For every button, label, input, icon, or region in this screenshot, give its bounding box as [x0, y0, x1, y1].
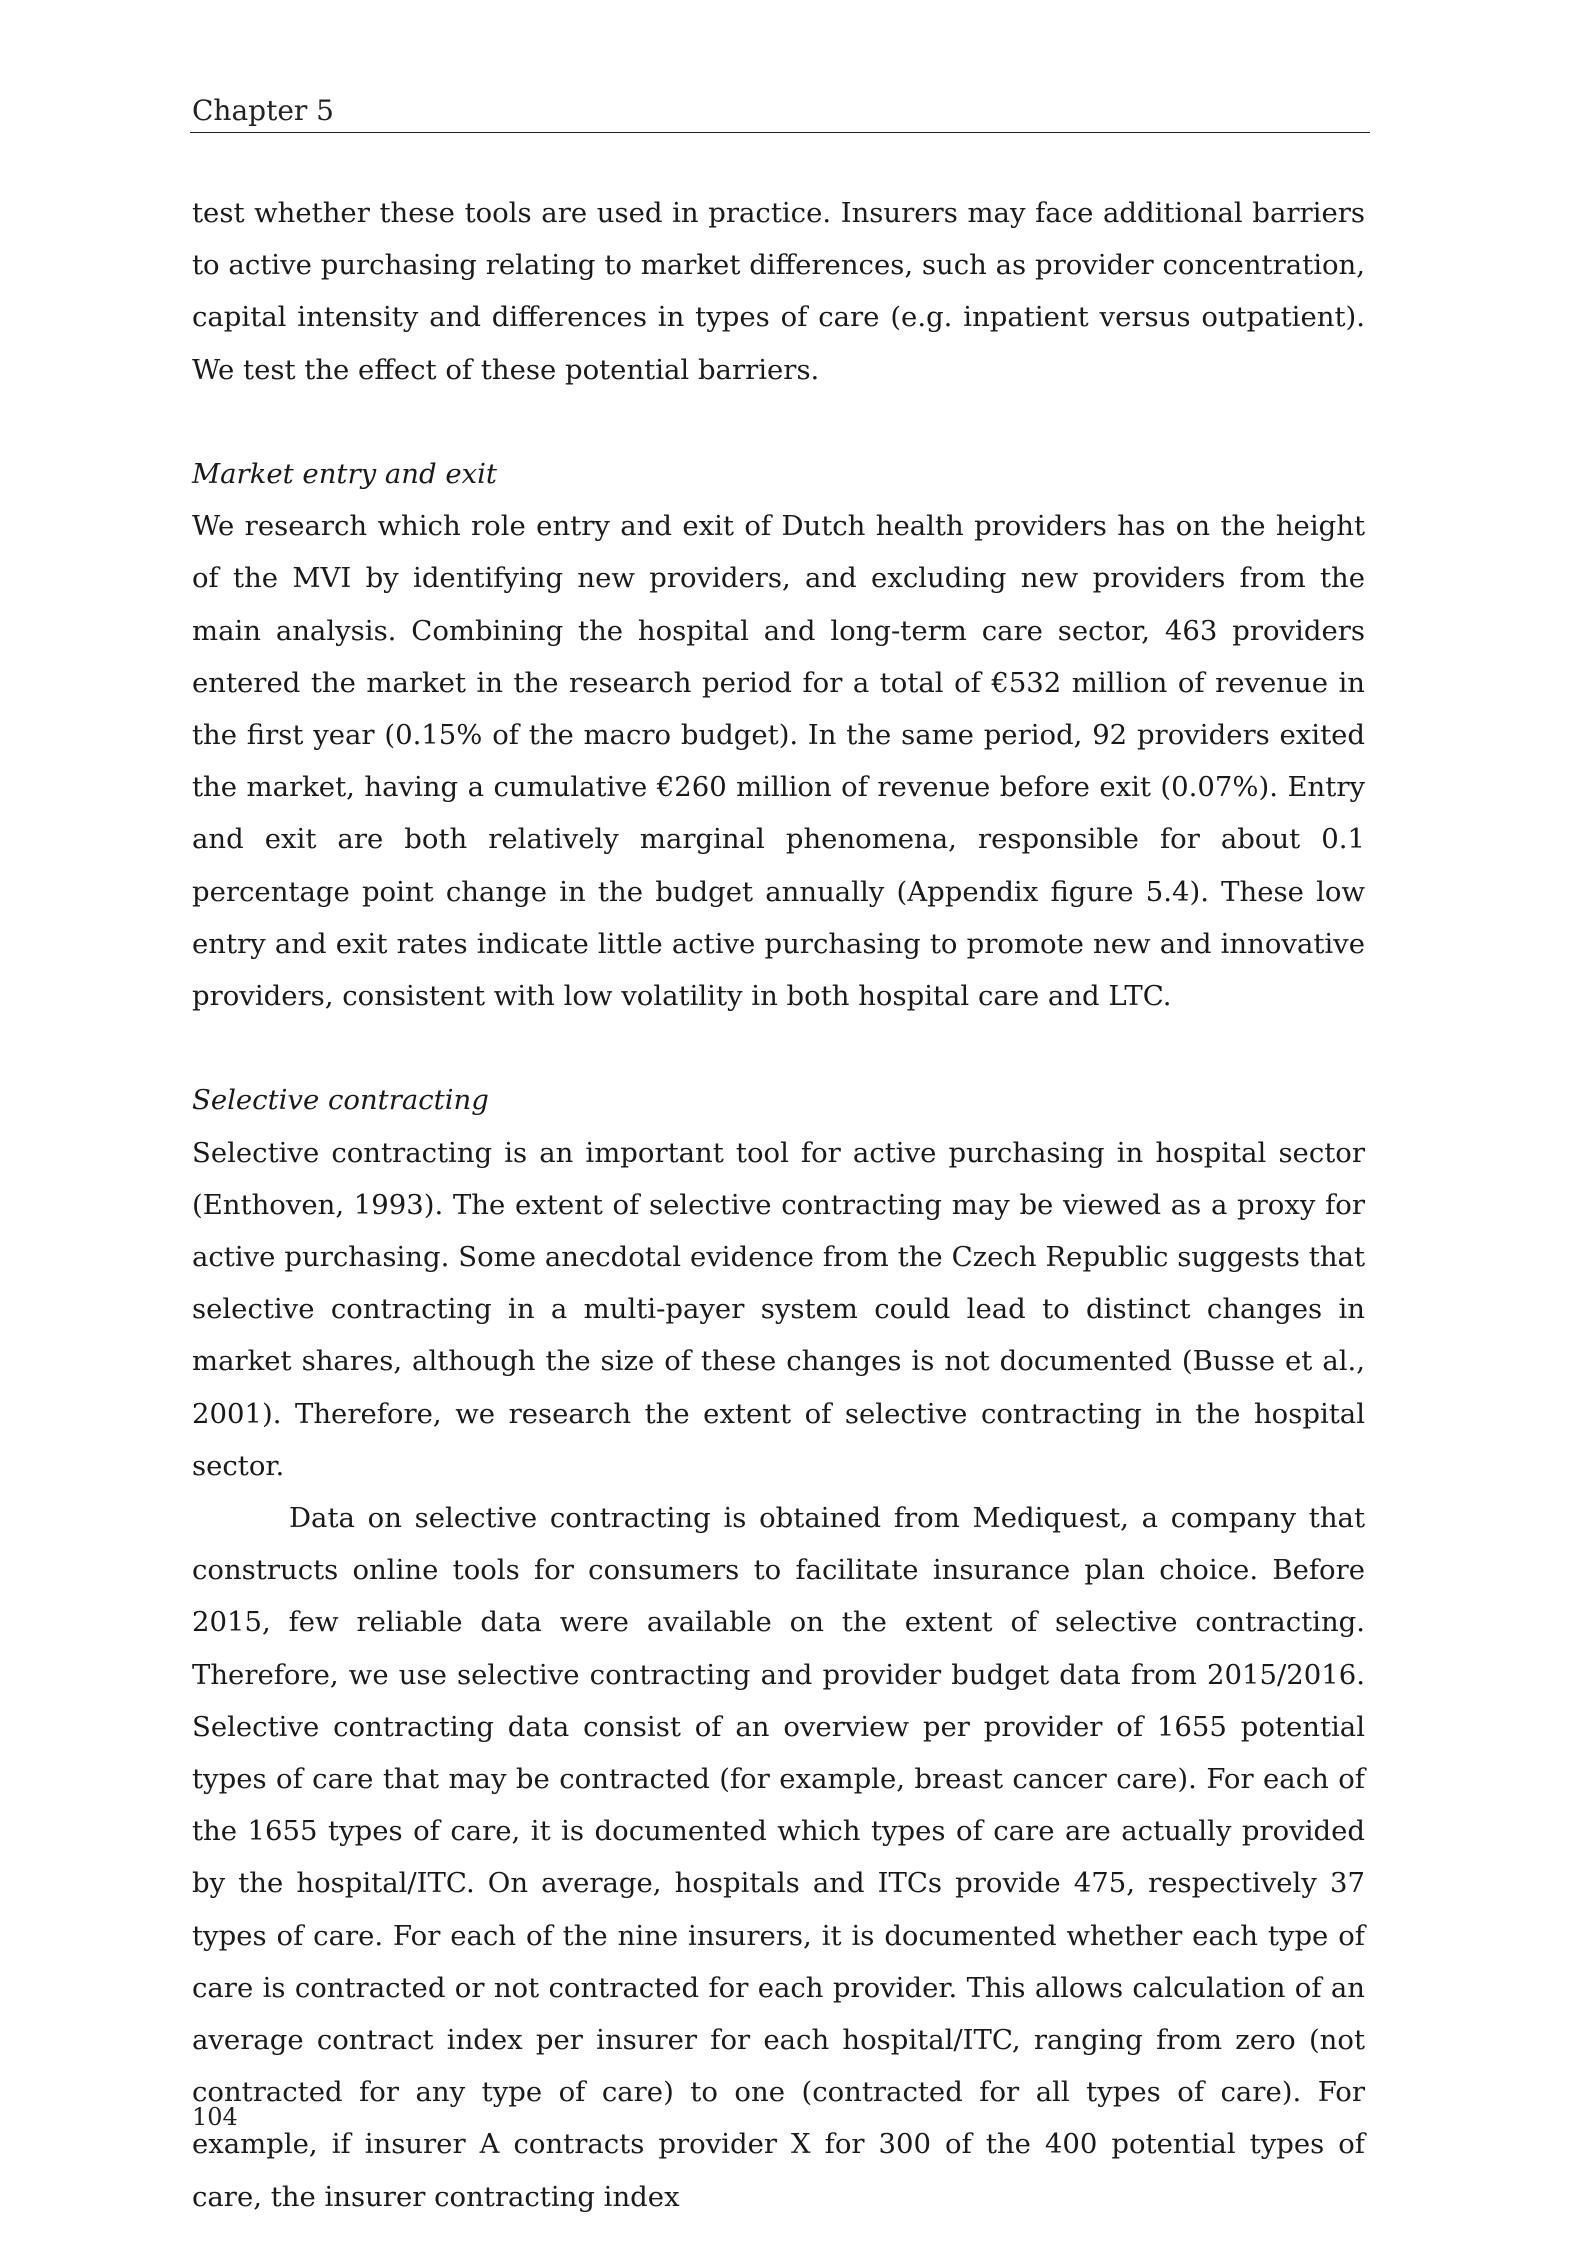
page-number: 104 — [192, 2103, 238, 2131]
paragraph-selective-contracting-2: Data on selective contracting is obtained from Mediquest, a company that constructs online tools for consumers to facilitate insurance plan choice. Before 2015, few reliable data were available on the extent of selective contracting. Therefore, we use selective contracting and provider budget data from 2015/2016. Selective contracting data consist of an overview per provider of 1655 potential types of care that may be contracted (for example, breast cancer care). For each of the 1655 types of care, it is documented which types of care are actually provided by the hospital/ITC. On average, hospitals and ITCs provide 475, respectively 37 types of care. For each of the nine insurers, it is documented whether each type of care is contracted or not contracted for each provider. This allows calculation of an average contract index per insurer for each hospital/ITC, ranging from zero (not contracted for any type of care) to one (contracted for all types of care). For example, if insurer A contracts provider X for 300 of the 400 potential types of care, the insurer contracting index — [192, 1502, 1365, 2213]
section-heading-selective-contracting: Selective contracting — [192, 1084, 489, 1117]
paragraph-gap — [192, 1022, 1365, 1074]
paragraph-selective-contracting-1: Selective contracting is an important tool for active purchasing in hospital sector (Enthoven, 1993). The extent of selective contracting may be viewed as a proxy for active purchasing. Some anecdotal evidence from the Czech Republic suggests that selective contracting in a multi-payer system could lead to distinct changes in market shares, although the size of these changes is not documented (Busse et al., 2001). Therefore, we research the extent of selective contracting in the hospital sector. — [192, 1136, 1365, 1482]
running-header — [190, 92, 1370, 133]
body-text — [192, 187, 1365, 2223]
section-heading-market-entry-exit: Market entry and exit — [192, 458, 497, 490]
chapter-label: Chapter 5 — [192, 94, 334, 127]
paragraph-market-entry-exit: We research which role entry and exit of Dutch health providers has on the height of the MVI by identifying new providers, and excluding new providers from the main analysis. Combining the hospital and long-term care sector, 463 providers entered the market in the research period for a total of €532 million of revenue in the first year (0.15% of the macro budget). In the same period, 92 providers exited the market, having a cumulative €260 million of revenue before exit (0.07%). Entry and exit are both relatively marginal phenomena, responsible for about 0.1 percentage point change in the budget annually (Appendix figure 5.4). These low entry and exit rates indicate little active purchasing to promote new and innovative providers, consistent with low volatility in both hospital care and LTC. — [192, 510, 1365, 1013]
paragraph-gap — [192, 396, 1365, 448]
paragraph-intro: test whether these tools are used in practice. Insurers may face additional barriers to active purchasing relating to market differences, such as provider concentration, capital intensity and differences in types of care (e.g. inpatient versus outpatient). We test the effect of these potential barriers. — [192, 197, 1365, 386]
